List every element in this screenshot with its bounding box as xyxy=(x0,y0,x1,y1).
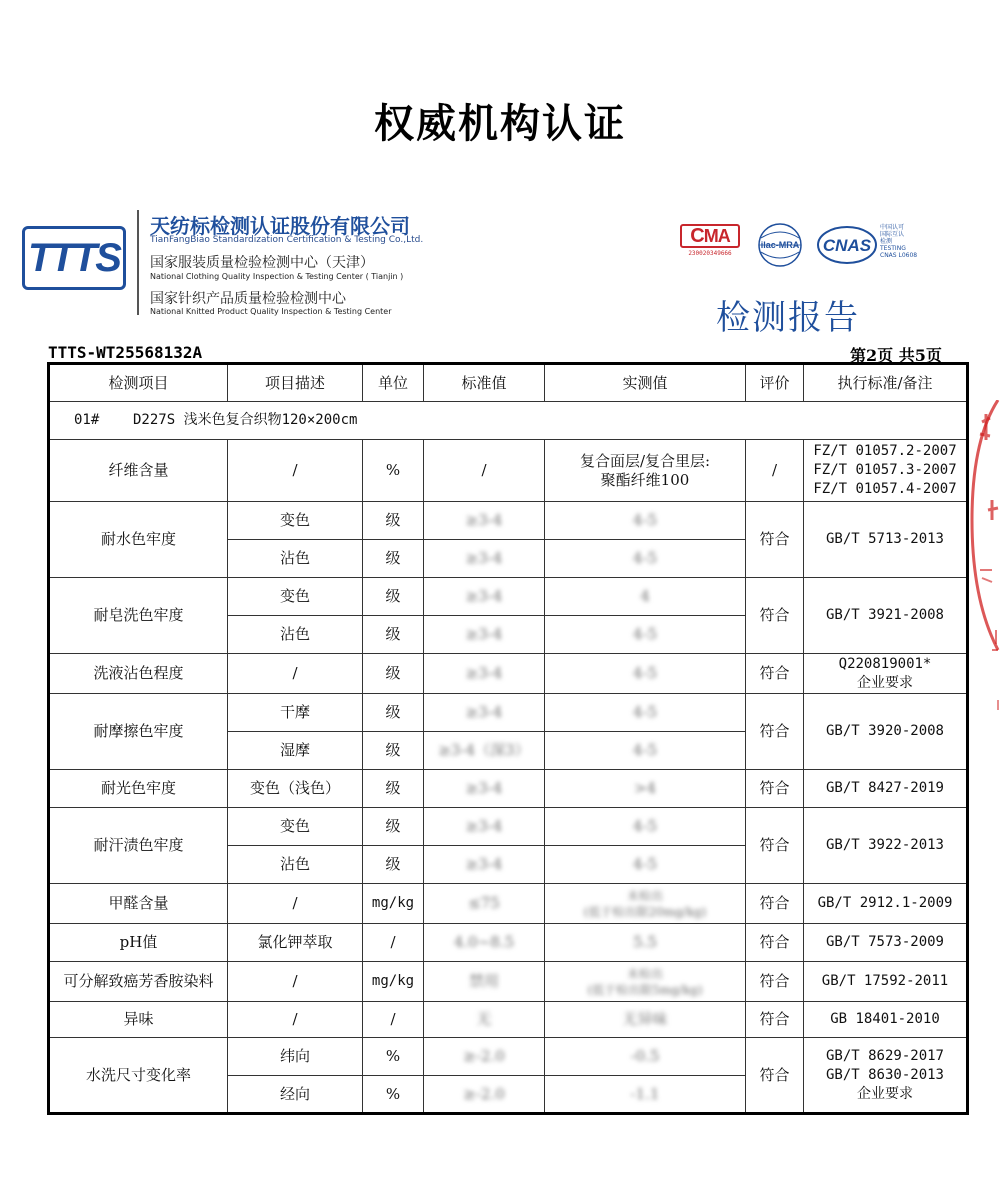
measured-value: 复合面层/复合里层: 聚酯纤维100 xyxy=(545,440,746,502)
item-description: 变色 xyxy=(228,808,363,846)
ilac-mra-mark xyxy=(752,222,808,272)
item-description: 沾色 xyxy=(228,616,363,654)
center-name-en-2: National Knitted Product Quality Inspection & Testing Center xyxy=(150,307,392,316)
test-item: 甲醛含量 xyxy=(49,884,228,924)
standard-value: ≥3-4 xyxy=(424,540,545,578)
reference-standard: GB/T 2912.1-2009 xyxy=(804,884,968,924)
table-header-row xyxy=(49,364,968,402)
unit: 级 xyxy=(363,502,424,540)
table-row xyxy=(49,924,968,962)
test-item: 耐光色牢度 xyxy=(49,770,228,808)
measured-value: 无异味 xyxy=(545,1002,746,1038)
item-description: 变色 xyxy=(228,502,363,540)
table-row xyxy=(49,884,968,924)
test-item: 可分解致癌芳香胺染料 xyxy=(49,962,228,1002)
org-name-cn: 天纺标检测认证股份有限公司 xyxy=(150,214,410,238)
standard-value: ≥3-4 xyxy=(424,578,545,616)
reference-standard: Q220819001* 企业要求 xyxy=(804,654,968,694)
standard-value: ≤75 xyxy=(424,884,545,924)
unit: % xyxy=(363,440,424,502)
report-number: TTTS-WT25568132A xyxy=(48,343,203,362)
unit: 级 xyxy=(363,694,424,732)
standard-value: ≥-2.0 xyxy=(424,1038,545,1076)
item-description: / xyxy=(228,1002,363,1038)
standard-value: 禁用 xyxy=(424,962,545,1002)
evaluation: 符合 xyxy=(746,1002,804,1038)
measured-value: 4 xyxy=(545,578,746,616)
evaluation: 符合 xyxy=(746,694,804,770)
center-name-cn-2: 国家针织产品质量检验检测中心 xyxy=(150,291,346,307)
center-name-en-1: National Clothing Quality Inspection & Testing Center ( Tianjin ) xyxy=(150,272,404,281)
test-item: 耐皂洗色牢度 xyxy=(49,578,228,654)
unit: 级 xyxy=(363,808,424,846)
item-description: 氯化钾萃取 xyxy=(228,924,363,962)
column-header: 实测值 xyxy=(545,364,746,402)
measured-value: 4-5 xyxy=(545,502,746,540)
measured-value: 4-5 xyxy=(545,808,746,846)
item-description: 沾色 xyxy=(228,846,363,884)
column-header: 检测项目 xyxy=(49,364,228,402)
item-description: 干摩 xyxy=(228,694,363,732)
ttts-logo: TTTS xyxy=(22,226,126,290)
column-header: 标准值 xyxy=(424,364,545,402)
column-header: 项目描述 xyxy=(228,364,363,402)
standard-value: / xyxy=(424,440,545,502)
test-item: 耐水色牢度 xyxy=(49,502,228,578)
unit: / xyxy=(363,1002,424,1038)
table-row xyxy=(49,1038,968,1076)
item-description: 变色 xyxy=(228,578,363,616)
item-description: / xyxy=(228,440,363,502)
page-count: 第2页 共5页 xyxy=(850,346,942,365)
item-description: / xyxy=(228,962,363,1002)
unit: 级 xyxy=(363,846,424,884)
measured-value: 4-5 xyxy=(545,654,746,694)
item-description: 沾色 xyxy=(228,540,363,578)
test-item: 纤维含量 xyxy=(49,440,228,502)
standard-value: ≥3-4 xyxy=(424,502,545,540)
evaluation: 符合 xyxy=(746,1038,804,1114)
item-description: 纬向 xyxy=(228,1038,363,1076)
standard-value: 无 xyxy=(424,1002,545,1038)
unit: / xyxy=(363,924,424,962)
standard-value: ≥3-4 xyxy=(424,808,545,846)
evaluation: 符合 xyxy=(746,770,804,808)
table-row xyxy=(49,654,968,694)
measured-value: 未检出 (低于检出限5mg/kg) xyxy=(545,962,746,1002)
table-row xyxy=(49,770,968,808)
evaluation: / xyxy=(746,440,804,502)
standard-value: ≥3-4 xyxy=(424,770,545,808)
org-name-en: TianFangBiao Standardization Certification & Testing Co.,Ltd. xyxy=(150,235,424,245)
measured-value: -1.1 xyxy=(545,1076,746,1114)
test-item: 洗液沾色程度 xyxy=(49,654,228,694)
certification-marks xyxy=(680,222,940,272)
unit: 级 xyxy=(363,654,424,694)
reference-standard: GB/T 7573-2009 xyxy=(804,924,968,962)
unit: 级 xyxy=(363,616,424,654)
table-row xyxy=(49,502,968,540)
center-name-cn-1: 国家服装质量检验检测中心（天津） xyxy=(150,255,374,271)
reference-standard: GB/T 5713-2013 xyxy=(804,502,968,578)
svg-text:CNAS: CNAS xyxy=(822,236,872,255)
test-item: 异味 xyxy=(49,1002,228,1038)
standard-value: ≥3-4 xyxy=(424,846,545,884)
item-description: 湿摩 xyxy=(228,732,363,770)
evaluation: 符合 xyxy=(746,502,804,578)
measured-value: 4-5 xyxy=(545,694,746,732)
table-row xyxy=(49,440,968,502)
sample-description: 01# D227S 浅米色复合织物120×200cm xyxy=(49,402,968,440)
item-description: 经向 xyxy=(228,1076,363,1114)
unit: % xyxy=(363,1076,424,1114)
measured-value: -0.5 xyxy=(545,1038,746,1076)
measured-value: 5.5 xyxy=(545,924,746,962)
item-description: / xyxy=(228,654,363,694)
standard-value: ≥3-4 xyxy=(424,616,545,654)
standard-value: 4.0~8.5 xyxy=(424,924,545,962)
test-item: pH值 xyxy=(49,924,228,962)
unit: mg/kg xyxy=(363,962,424,1002)
unit: 级 xyxy=(363,578,424,616)
column-header: 单位 xyxy=(363,364,424,402)
evaluation: 符合 xyxy=(746,578,804,654)
reference-standard: GB/T 3922-2013 xyxy=(804,808,968,884)
unit: 级 xyxy=(363,770,424,808)
unit: mg/kg xyxy=(363,884,424,924)
reference-standard: GB/T 3921-2008 xyxy=(804,578,968,654)
column-header: 执行标准/备注 xyxy=(804,364,968,402)
test-item: 耐摩擦色牢度 xyxy=(49,694,228,770)
reference-standard: GB/T 8629-2017 GB/T 8630-2013 企业要求 xyxy=(804,1038,968,1114)
inspection-seal xyxy=(968,400,1000,720)
measured-value: 4-5 xyxy=(545,846,746,884)
report-title: 检测报告 xyxy=(716,298,860,338)
standard-value: ≥-2.0 xyxy=(424,1076,545,1114)
reference-standard: GB/T 17592-2011 xyxy=(804,962,968,1002)
cma-mark: C MA 230020349666 xyxy=(680,224,740,257)
standard-value: ≥3-4 xyxy=(424,694,545,732)
page-title: 权威机构认证 xyxy=(374,100,626,147)
table-row xyxy=(49,962,968,1002)
unit: % xyxy=(363,1038,424,1076)
sample-row xyxy=(49,402,968,440)
measured-value: 4-5 xyxy=(545,732,746,770)
measured-value: 4-5 xyxy=(545,616,746,654)
unit: 级 xyxy=(363,540,424,578)
measured-value: >4 xyxy=(545,770,746,808)
evaluation: 符合 xyxy=(746,884,804,924)
test-results-table xyxy=(47,362,969,1115)
measured-value: 未检出 (低于检出限20mg/kg) xyxy=(545,884,746,924)
column-header: 评价 xyxy=(746,364,804,402)
table-row xyxy=(49,1002,968,1038)
standard-value: ≥3-4（深3） xyxy=(424,732,545,770)
evaluation: 符合 xyxy=(746,962,804,1002)
standard-value: ≥3-4 xyxy=(424,654,545,694)
reference-standard: GB 18401-2010 xyxy=(804,1002,968,1038)
measured-value: 4-5 xyxy=(545,540,746,578)
item-description: / xyxy=(228,884,363,924)
evaluation: 符合 xyxy=(746,808,804,884)
unit: 级 xyxy=(363,732,424,770)
header-divider xyxy=(137,210,139,315)
table-row xyxy=(49,578,968,616)
evaluation: 符合 xyxy=(746,654,804,694)
reference-standard: GB/T 8427-2019 xyxy=(804,770,968,808)
reference-standard: GB/T 3920-2008 xyxy=(804,694,968,770)
table-row xyxy=(49,808,968,846)
evaluation: 符合 xyxy=(746,924,804,962)
table-row xyxy=(49,694,968,732)
reference-standard: FZ/T 01057.2-2007 FZ/T 01057.3-2007 FZ/T 01057.4-2007 xyxy=(804,440,968,502)
cnas-mark xyxy=(816,224,878,270)
test-item: 水洗尺寸变化率 xyxy=(49,1038,228,1114)
item-description: 变色（浅色） xyxy=(228,770,363,808)
test-item: 耐汗渍色牢度 xyxy=(49,808,228,884)
svg-text:ilac-MRA: ilac-MRA xyxy=(760,240,800,250)
cnas-caption: 中国认可 国际互认 检测 TESTING CNAS L0608 xyxy=(880,224,918,259)
